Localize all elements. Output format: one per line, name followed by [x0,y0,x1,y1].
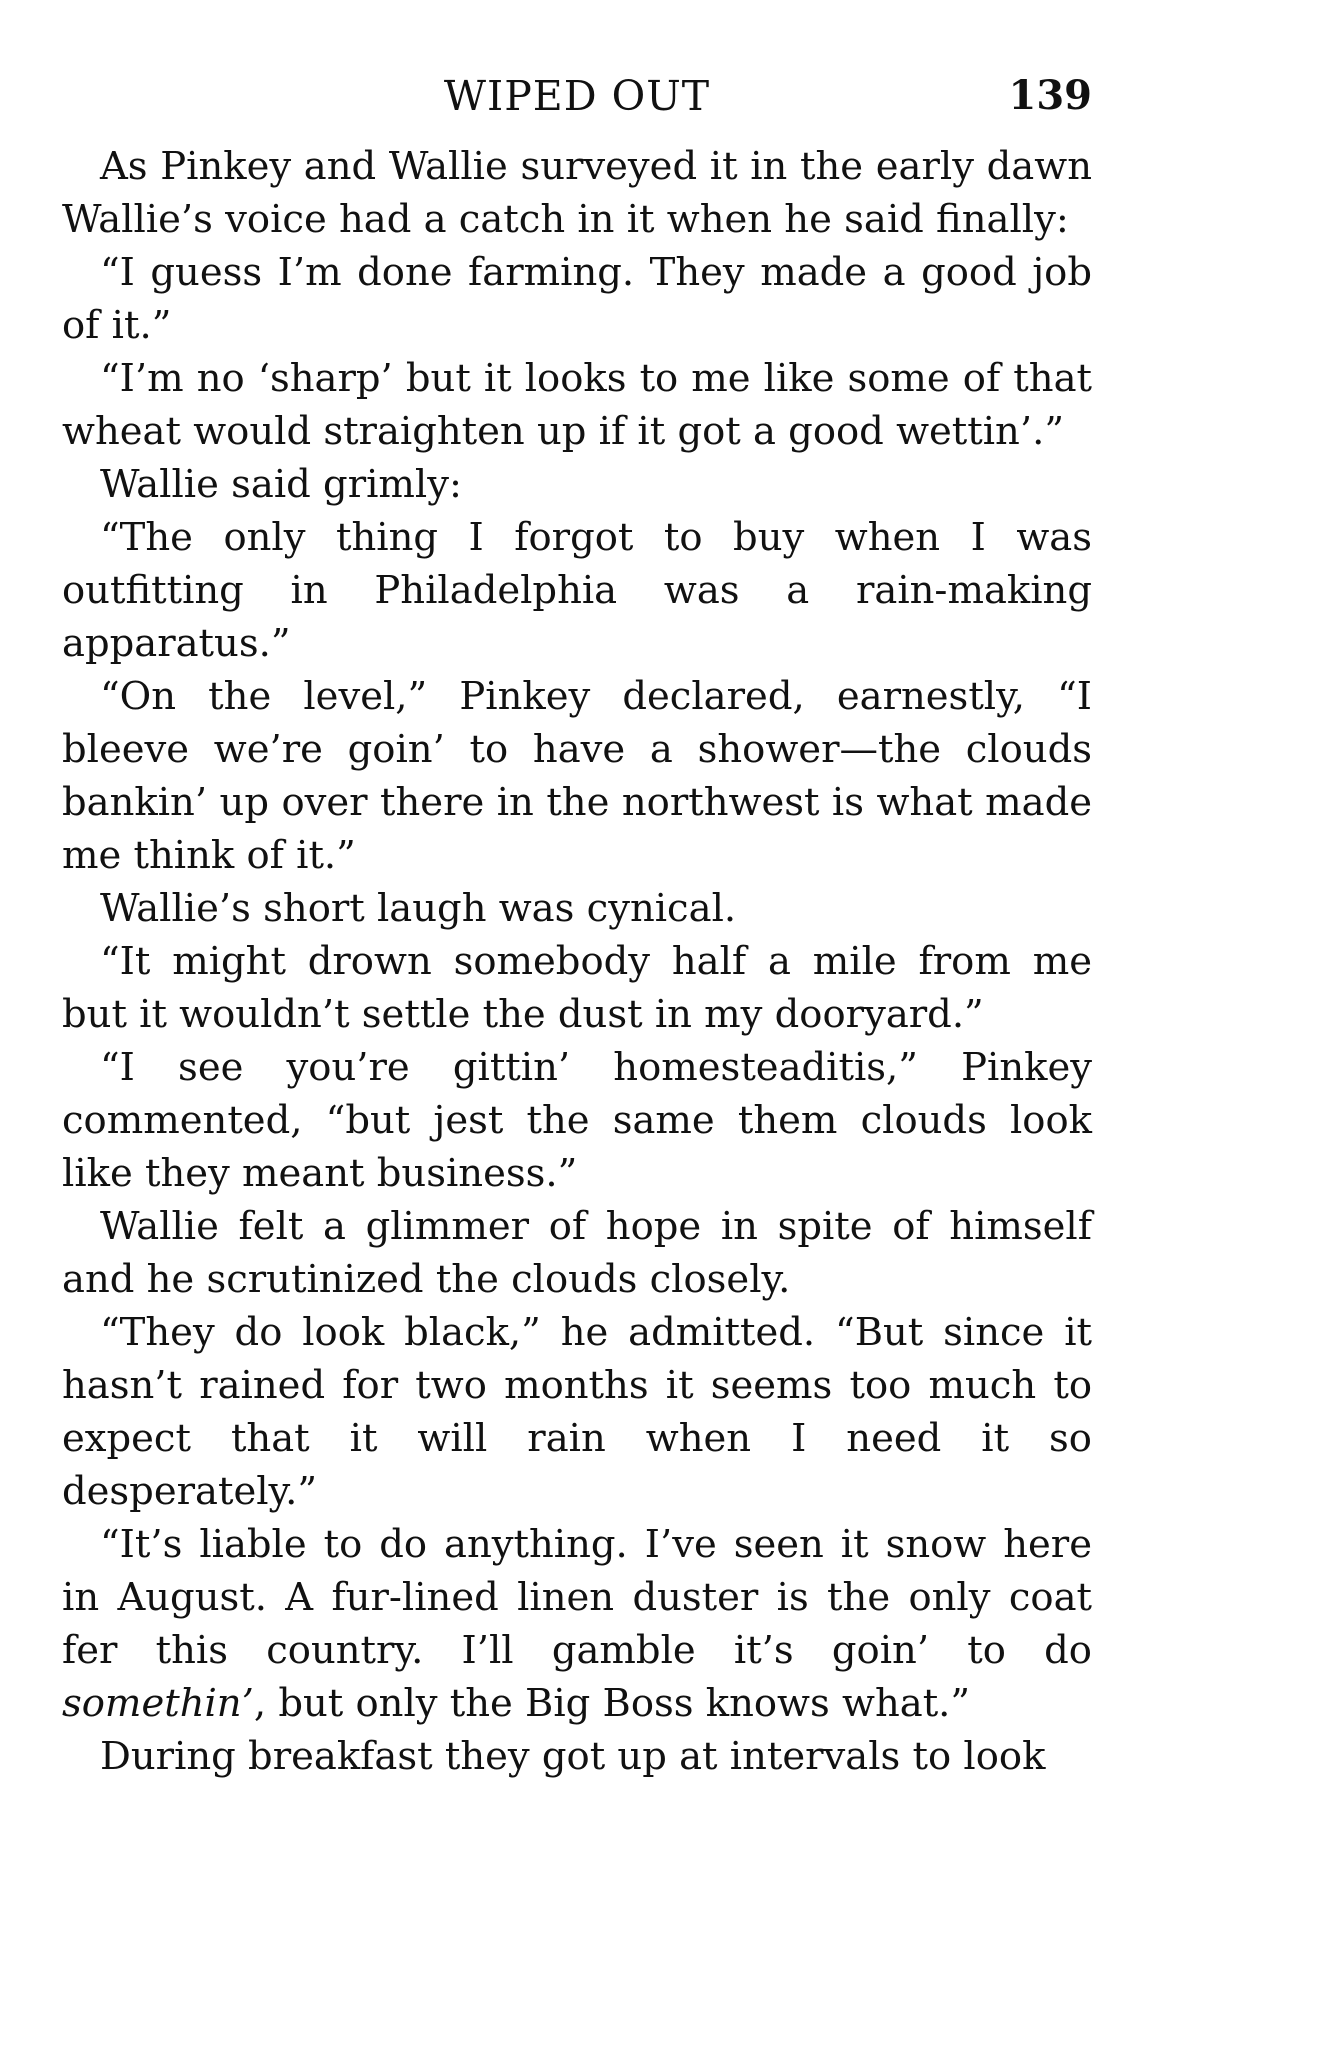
paragraph: “They do look black,” he admitted. “But since it hasn’t rained for two months it seems too much to expect that it will rain when I need it so desperately.” [62,1310,1092,1514]
paragraph: “It might drown somebody half a mile from me but it wouldn’t settle the dust in my dooryard.” [62,939,1092,1037]
running-head [62,72,1092,120]
paragraph: As Pinkey and Wallie surveyed it in the early dawn Wallie’s voice had a catch in it when he said finally: [62,144,1092,242]
paragraph: “The only thing I forgot to buy when I was outfitting in Philadelphia was a rain-making apparatus.” [62,515,1092,666]
paragraph: Wallie said grimly: [100,462,462,507]
paragraph-text: , but only the Big Boss knows what.” [253,1681,971,1726]
italic-word: somethin’ [62,1681,254,1726]
body-text [62,140,1092,1783]
paragraph: Wallie felt a glimmer of hope in spite of himself and he scrutinized the clouds closely. [62,1204,1092,1302]
paragraph: “I see you’re gittin’ homesteaditis,” Pinkey commented, “but jest the same them clouds look like they meant business.” [62,1045,1092,1196]
paragraph-text: “It’s liable to do anything. I’ve seen it snow here in August. A fur-lined linen duster is the only coat fer this country. I’ll gamble it’s goin’ to do [62,1522,1092,1673]
page-content [62,72,1092,1783]
paragraph [62,1518,1092,1730]
paragraph: During breakfast they got up at intervals to look [100,1734,1046,1779]
paragraph: “On the level,” Pinkey declared, earnestly, “I bleeve we’re goin’ to have a shower—the clouds bankin’ up over there in the northwest is what made me think of it.” [62,674,1092,878]
paragraph: “I guess I’m done farming. They made a good job of it.” [62,250,1092,348]
chapter-title: WIPED OUT [443,72,711,120]
page-number: 139 [1008,72,1092,119]
paragraph: “I’m no ‘sharp’ but it looks to me like some of that wheat would straighten up if it got a good wettin’.” [62,356,1092,454]
paragraph: Wallie’s short laugh was cynical. [100,886,737,931]
